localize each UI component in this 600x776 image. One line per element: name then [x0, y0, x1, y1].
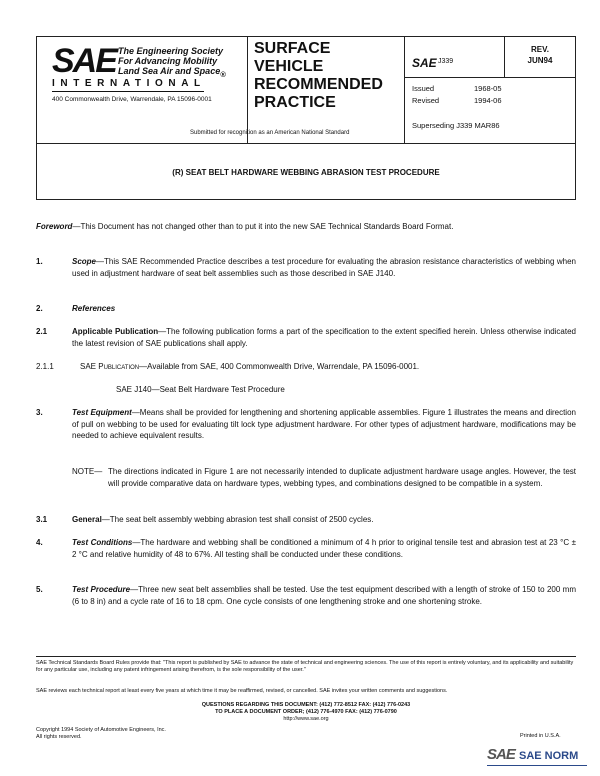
copyright: Copyright 1994 Society of Automotive Engineers, Inc.	[36, 727, 166, 733]
note-label: NOTE—	[72, 467, 103, 476]
footer-order: TO PLACE A DOCUMENT ORDER; (412) 776-4970 FAX: (412) 776-0790	[215, 709, 397, 715]
section-number: 4.	[36, 538, 43, 547]
doc-type-title: SURFACE VEHICLE RECOMMENDED PRACTICE	[254, 40, 383, 111]
footer-website[interactable]: http://www.sae.org	[283, 716, 329, 722]
international-text: INTERNATIONAL	[52, 78, 206, 89]
section-references: References	[72, 304, 116, 313]
section-number: 2.	[36, 304, 43, 313]
header-divider	[404, 37, 405, 144]
rights: All rights reserved.	[36, 734, 82, 740]
sae-norm-logo-mark: SAE	[487, 746, 515, 763]
org-tagline: The Engineering Society For Advancing Mobility Land Sea Air and Space$_®$	[118, 46, 226, 79]
section-applicable-publication: Applicable Publication—The following publication forms a part of the specification to the extent specified herein. Unless otherwise indicated the latest revision of SAE publications shall apply.	[72, 327, 576, 348]
document-title: (R) SEAT BELT HARDWARE WEBBING ABRASION TEST PROCEDURE	[172, 168, 440, 177]
section-test-procedure: Test Procedure—Three new seat belt assemblies shall be tested. Use the test equipment described with a length of stroke of 150 to 200 mm (6 to 8 in) and a cycle rate of 16 to 18 cpm. One cycle consists of one lengthening stroke and one shortening stroke.	[72, 585, 576, 606]
footer-rule	[36, 656, 576, 657]
header-divider	[504, 37, 505, 77]
section-number: 2.1.1	[36, 362, 54, 371]
logo-underline	[487, 765, 587, 766]
sae-small-logo: SAE	[412, 56, 437, 70]
header-divider	[404, 77, 576, 78]
section-general: General—The seat belt assembly webbing abrasion test shall consist of 2500 cycles.	[72, 515, 374, 524]
section-number: 5.	[36, 585, 43, 594]
sae-logo: SAE	[52, 42, 116, 80]
address: 400 Commonwealth Drive, Warrendale, PA 15096-0001	[52, 96, 212, 103]
section-sae-publication: SAE Publication—Available from SAE, 400 Commonwealth Drive, Warrendale, PA 15096-0001.	[80, 362, 420, 371]
section-test-equipment: Test Equipment—Means shall be provided for lengthening and shortening applicable assemblies. Figure 1 illustrates the means and direction of pull on webbing to be used for evaluating tilt lock type adjustment hardware. For other types of adjustment hardware, modifications may be needed to achieve equivalent results.	[72, 408, 576, 440]
note-text: The directions indicated in Figure 1 are not necessarily intended to duplicate adjustment hardware usage angles. However, the test will provide comparative data on hardware types, webbing types, and combinations designed to be compatible in a system.	[108, 467, 576, 488]
section-number: 1.	[36, 257, 43, 266]
issued-value: 1968-05	[474, 84, 502, 93]
issued-label: Issued	[412, 84, 435, 93]
section-number: 2.1	[36, 327, 48, 336]
superseding: Superseding J339 MAR86	[412, 121, 500, 130]
printed-in: Printed in U.S.A.	[520, 733, 561, 739]
header-divider	[247, 37, 248, 144]
logo-rule	[52, 91, 204, 92]
revised-label: Revised	[412, 96, 440, 105]
reference-sae-j140: SAE J140—Seat Belt Hardware Test Procedure	[116, 385, 285, 394]
footer-review-text: SAE reviews each technical report at least every five years at which time it may be reaffirmed, revised, or cancelled. SAE invites your written comments and suggestions.	[36, 688, 448, 694]
section-number: 3.	[36, 408, 43, 417]
footer-questions: QUESTIONS REGARDING THIS DOCUMENT: (412) 772-8512 FAX: (412) 776-0243	[201, 702, 411, 708]
section-scope: Scope—This SAE Recommended Practice describes a test procedure for evaluating the abrasion resistance characteristics of webbing when used in adjustment hardware of seat belt assemblies such as those described in SAE J140.	[72, 257, 576, 278]
footer-rules-text: SAE Technical Standards Board Rules provide that: "This report is published by SAE to advance the state of technical and engineering sciences. The use of this report is entirely voluntary, and its applicability and suitability for any particular use, including any patent infringement arising therefrom, is the sole responsibility of the user."	[36, 660, 574, 673]
foreword: Foreword—This Document has not changed other than to put it into the new SAE Technical Standards Board Format.	[36, 222, 454, 231]
section-number: 3.1	[36, 515, 48, 524]
sae-norm-logo-text: SAE NORM	[519, 750, 579, 762]
revision-box: REV. JUN94	[527, 45, 553, 65]
submitted-note: Submitted for recognition as an American National Standard	[190, 130, 350, 136]
doc-number: J339	[438, 58, 454, 65]
section-test-conditions: Test Conditions—The hardware and webbing shall be conditioned a minimum of 4 h prior to original tensile test and abrasion test at 23 °C ± 2 °C and relative humidity of 48 to 67%. All testing shall be conducted under these conditions.	[72, 538, 576, 559]
revised-value: 1994-06	[474, 96, 502, 105]
